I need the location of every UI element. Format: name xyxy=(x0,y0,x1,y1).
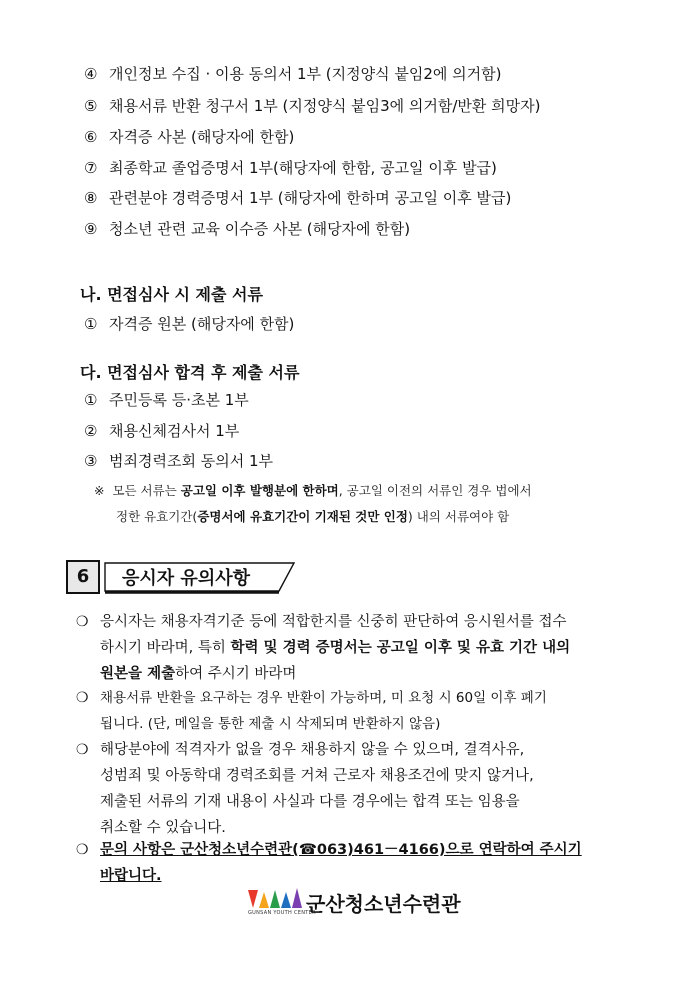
organization-logo xyxy=(248,886,461,920)
bullet-text xyxy=(100,664,296,684)
bullet-text: 채용서류 반환을 요구하는 경우 반환이 가능하며, 미 요청 시 60일 이후 폐기 xyxy=(100,690,547,706)
note-line-1 xyxy=(94,482,532,500)
bullet-text: 취소할 수 있습니다. xyxy=(100,820,226,836)
note-line-2 xyxy=(116,508,509,526)
item-number: ② xyxy=(84,422,98,440)
item-number: ③ xyxy=(84,452,98,470)
item-text: 주민등록 등·초본 1부 xyxy=(109,391,249,409)
logo-mark-icon xyxy=(248,886,304,910)
item-text: 채용서류 반환 청구서 1부 (지정양식 붙임3에 의거함/반환 희망자) xyxy=(109,97,541,115)
section-number-badge: 6 xyxy=(66,560,100,594)
note-emphasis: 증명서에 유효기간이 기재된 것만 인정 xyxy=(197,509,408,524)
bullet-text: 성범죄 및 아동학대 경력조회를 거쳐 근로자 채용조건에 맞지 않거나, xyxy=(100,768,534,784)
item-number: ⑦ xyxy=(84,159,98,177)
bullet-text: 응시자는 채용자격기준 등에 적합한지를 신중히 판단하여 응시원서를 접수 xyxy=(100,614,567,630)
item-number: ① xyxy=(84,315,98,333)
item-number: ⑨ xyxy=(84,220,98,238)
bullet-icon: ❍ xyxy=(76,742,89,758)
bullet-text xyxy=(100,638,570,658)
section-heading-interview: 나. 면접심사 시 제출 서류 xyxy=(80,285,263,304)
note-emphasis: 공고일 이후 발행분에 한하며 xyxy=(180,483,339,498)
item-text: 자격증 사본 (해당자에 한함) xyxy=(109,128,295,146)
bullet-text-part: 하시기 바라며, 특히 xyxy=(100,640,231,656)
item-text: 개인정보 수집 · 이용 동의서 1부 (지정양식 붙임2에 의거함) xyxy=(109,65,502,83)
note-text: ) 내의 서류여야 함 xyxy=(407,509,510,524)
item-text: 범죄경력조회 동의서 1부 xyxy=(109,452,273,470)
item-text: 채용신체검사서 1부 xyxy=(109,422,240,440)
logo-subtitle: GUNSAN YOUTH CENTER xyxy=(248,910,316,916)
section-heading-after-interview: 다. 면접심사 합격 후 제출 서류 xyxy=(80,363,300,382)
bullet-text-part: 하여 주시기 바라며 xyxy=(175,666,297,682)
bullet-icon: ❍ xyxy=(76,614,89,630)
note-text: , 공고일 이전의 서류인 경우 법에서 xyxy=(338,483,532,498)
bullet-text: 됩니다. (단, 메일을 통한 제출 시 삭제되며 반환하지 않음) xyxy=(100,716,441,732)
note-text: 정한 유효기간( xyxy=(116,509,198,524)
bullet-icon: ❍ xyxy=(76,690,89,706)
item-number: ④ xyxy=(84,65,98,83)
contact-text: 문의 사항은 군산청소년수련관(☎063)461－4166)으로 연락하여 주시기 xyxy=(100,842,582,858)
item-number: ⑤ xyxy=(84,97,98,115)
bullet-icon: ❍ xyxy=(76,842,89,858)
bullet-emphasis: 원본을 제출 xyxy=(100,666,176,682)
item-number: ⑧ xyxy=(84,189,98,207)
contact-text: 바랍니다. xyxy=(100,868,162,884)
item-text: 관련분야 경력증명서 1부 (해당자에 한하며 공고일 이후 발급) xyxy=(109,189,512,207)
bullet-text: 제출된 서류의 기재 내용이 사실과 다를 경우에는 합격 또는 임용을 xyxy=(100,794,520,810)
item-number: ① xyxy=(84,391,98,409)
note-text: 모든 서류는 xyxy=(112,483,181,498)
item-text: 자격증 원본 (해당자에 한함) xyxy=(109,315,295,333)
note-mark: ※ xyxy=(94,483,105,498)
item-number: ⑥ xyxy=(84,128,98,146)
bullet-text: 해당분야에 적격자가 없을 경우 채용하지 않을 수 있으며, 결격사유, xyxy=(100,742,525,758)
item-text: 청소년 관련 교육 이수증 사본 (해당자에 한함) xyxy=(109,220,411,238)
item-text: 최종학교 졸업증명서 1부(해당자에 한함, 공고일 이후 발급) xyxy=(109,159,497,177)
section-title: 응시자 유의사항 xyxy=(122,568,250,589)
section-6-header xyxy=(66,560,306,594)
logo-name: 군산청소년수련관 xyxy=(306,892,461,916)
bullet-emphasis: 학력 및 경력 증명서는 공고일 이후 및 유효 기간 내의 xyxy=(230,640,571,656)
